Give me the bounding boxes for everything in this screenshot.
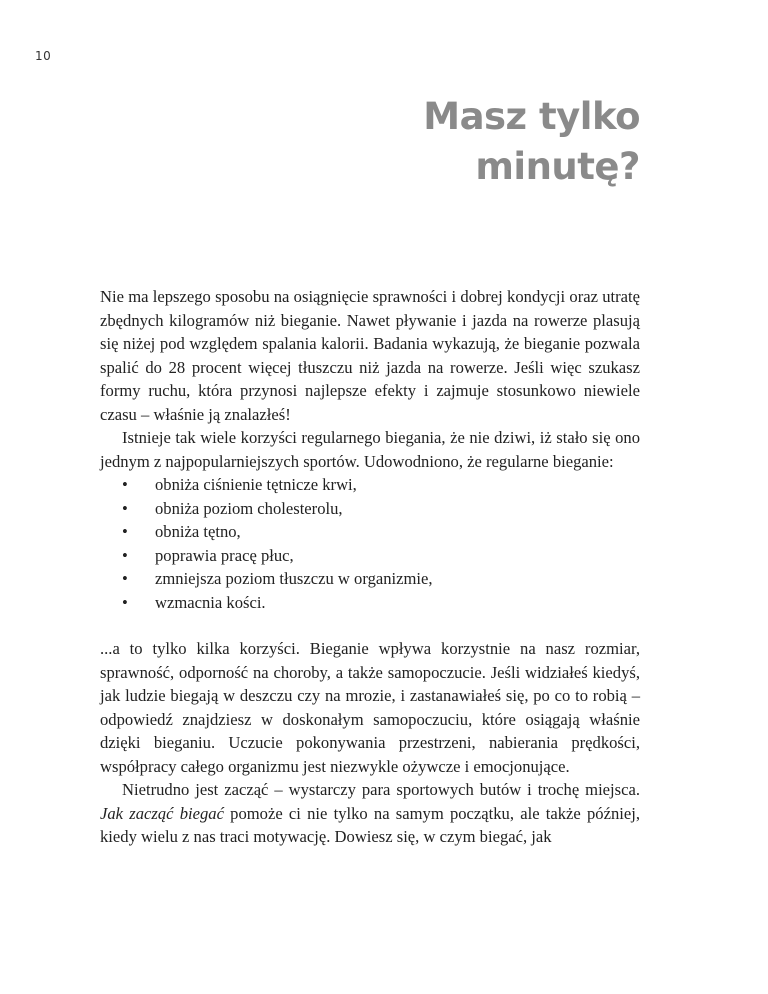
bullet-icon: • — [122, 522, 128, 541]
bullet-icon: • — [122, 592, 128, 612]
list-item — [100, 544, 640, 568]
list-item-text: obniża tętno, — [155, 522, 241, 541]
page-number: 10 — [35, 49, 52, 63]
bullet-icon: • — [122, 475, 128, 494]
body-text — [100, 285, 640, 849]
paragraph-benefits: Istnieje tak wiele korzyści regularnego biegania, że nie dziwi, iż stało się ono jednym z najpopularniejszych sportów. Udowodniono, że regularne bieganie: — [100, 428, 640, 471]
book-title-italic: Jak zacząć biegać — [100, 803, 224, 823]
getting-started-text-end: pomoże ci nie tylko na samym początku, ale także później, kiedy wielu z nas traci motywację. Dowiesz się, w czym biegać, jak — [100, 803, 640, 846]
list-item — [100, 473, 640, 497]
bullet-icon: • — [122, 498, 128, 518]
list-item-text: poprawia pracę płuc, — [155, 545, 294, 565]
chapter-title — [240, 92, 640, 192]
chapter-title-line-1: Masz tylko — [423, 95, 640, 138]
list-item-text: zmniejsza poziom tłuszczu w organizmie, — [155, 569, 433, 588]
list-item-text: obniża poziom cholesterolu, — [155, 498, 343, 518]
paragraph-spacer — [100, 614, 640, 637]
benefits-list — [100, 473, 640, 614]
list-item — [100, 520, 640, 544]
bullet-icon: • — [122, 569, 128, 588]
getting-started-text-start: Nietrudno jest zacząć – wystarczy para sportowych butów i trochę miejsca. — [122, 780, 640, 799]
paragraph-more-benefits: ...a to tylko kilka korzyści. Bieganie wpływa korzystnie na nasz rozmiar, sprawność, odporność na choroby, a także samopoczucie. Jeśli widziałeś kiedyś, jak ludzie biegają w deszczu czy na mrozie, i zastanawiałeś się, po co to robią – odpowiedź znajdziesz w doskonałym samopoczuciu, które osiągają właśnie dzięki bieganiu. Uczucie pokonywania przestrzeni, nabierania prędkości, współpracy całego organizmu jest niezwykle ożywcze i emocjonujące. — [100, 639, 640, 776]
list-item — [100, 567, 640, 591]
list-item — [100, 591, 640, 615]
paragraph-intro: Nie ma lepszego sposobu na osiągnięcie sprawności i dobrej kondycji oraz utratę zbędnych kilogramów niż bieganie. Nawet pływanie i jazda na rowerze plasują się niżej pod względem spalania kalorii. Badania wykazują, że bieganie pozwala spalić do 28 procent więcej tłuszczu niż jazda na rowerze. Jeśli więc szukasz formy ruchu, która przynosi najlepsze efekty i zajmuje stosunkowo niewiele czasu – właśnie ją znalazłeś! — [100, 287, 640, 424]
chapter-title-line-2: minutę? — [475, 145, 640, 188]
list-item-text: wzmacnia kości. — [155, 592, 266, 612]
bullet-icon: • — [122, 545, 128, 565]
list-item-text: obniża ciśnienie tętnicze krwi, — [155, 475, 357, 494]
list-item — [100, 497, 640, 521]
paragraph-getting-started — [100, 778, 640, 849]
